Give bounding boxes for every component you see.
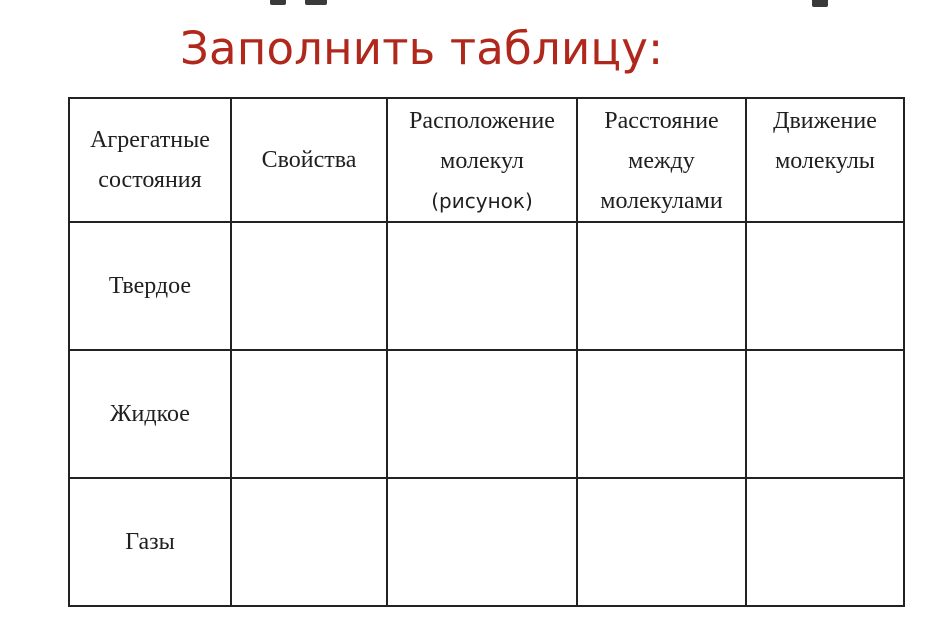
header-molecule-arrangement <box>387 98 577 222</box>
empty-cell[interactable] <box>746 222 904 350</box>
cropped-text-fragment <box>305 0 327 5</box>
empty-cell[interactable] <box>231 478 387 606</box>
header-line: молекулы <box>775 148 875 174</box>
empty-cell[interactable] <box>577 222 746 350</box>
header-line: между <box>628 148 695 174</box>
empty-cell[interactable] <box>231 350 387 478</box>
header-line: Расположение <box>409 108 555 134</box>
header-molecule-distance <box>577 98 746 222</box>
page-title: Заполнить таблицу: <box>180 22 664 75</box>
empty-cell[interactable] <box>746 350 904 478</box>
header-line: Движение <box>773 108 877 134</box>
cropped-text-fragment <box>270 0 286 5</box>
header-line-drawing-note: (рисунок) <box>431 189 533 213</box>
empty-cell[interactable] <box>231 222 387 350</box>
table-row-solid <box>69 222 904 350</box>
header-line: Расстояние <box>604 108 719 134</box>
empty-cell[interactable] <box>577 478 746 606</box>
cropped-text-fragment <box>812 0 828 7</box>
cropped-top-strip <box>0 0 949 8</box>
row-label-solid: Твердое <box>69 222 231 350</box>
empty-cell[interactable] <box>746 478 904 606</box>
row-label-gas: Газы <box>69 478 231 606</box>
header-line: молекулами <box>600 188 723 214</box>
empty-cell[interactable] <box>387 478 577 606</box>
table-row-liquid <box>69 350 904 478</box>
states-of-matter-table <box>68 97 905 607</box>
header-molecule-motion <box>746 98 904 222</box>
empty-cell[interactable] <box>577 350 746 478</box>
table-row-gas <box>69 478 904 606</box>
empty-cell[interactable] <box>387 222 577 350</box>
header-line: молекул <box>440 148 524 174</box>
header-properties <box>231 98 387 222</box>
row-label-liquid: Жидкое <box>69 350 231 478</box>
header-line: состояния <box>98 167 202 193</box>
table-header-row <box>69 98 904 222</box>
header-line: Свойства <box>261 147 357 173</box>
header-line: Агрегатные <box>90 127 210 153</box>
empty-cell[interactable] <box>387 350 577 478</box>
header-aggregate-states <box>69 98 231 222</box>
